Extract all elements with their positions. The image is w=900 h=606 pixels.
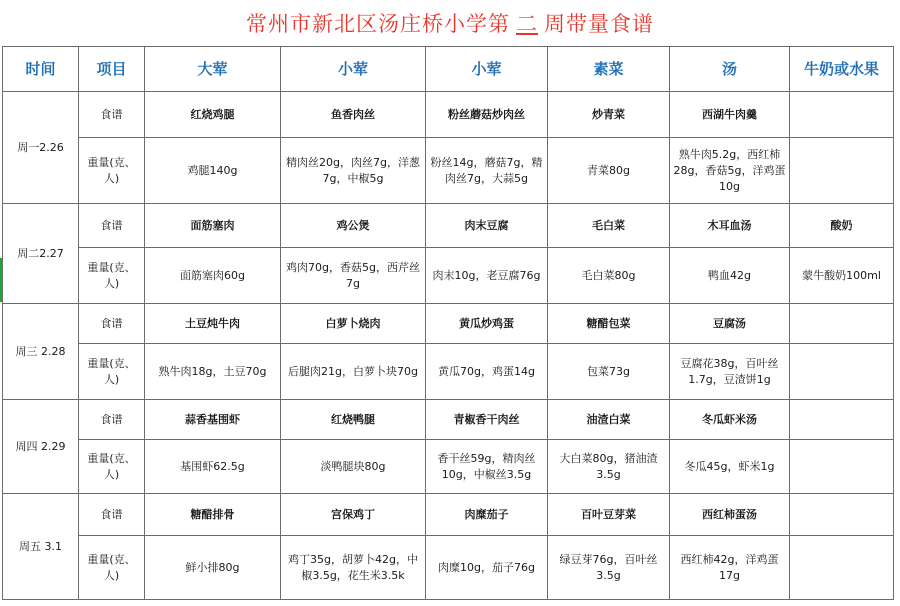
header-soup: 汤 [670,47,790,92]
dish-cell: 肉糜茄子 [426,494,548,536]
weight-cell: 毛白菜80g [548,248,670,304]
dish-cell: 冬瓜虾米汤 [670,400,790,440]
weight-label: 重量(克、人) [79,344,145,400]
weight-cell: 大白菜80g，猪油渣3.5g [548,440,670,494]
title-prefix: 常州市新北区汤庄桥小学第 [246,12,510,36]
header-side-meat-2: 小荤 [426,47,548,92]
weight-cell [790,138,894,204]
header-side-meat-1: 小荤 [281,47,426,92]
dish-cell: 豆腐汤 [670,304,790,344]
dish-cell: 西湖牛肉羹 [670,92,790,138]
menu-label: 食谱 [79,494,145,536]
weight-cell: 鸡腿140g [145,138,281,204]
table-row [3,400,894,440]
day-cell: 周四 2.29 [3,400,79,494]
weight-cell: 基围虾62.5g [145,440,281,494]
day-cell: 周一2.26 [3,92,79,204]
header-milk-fruit: 牛奶或水果 [790,47,894,92]
dish-cell: 土豆炖牛肉 [145,304,281,344]
dish-cell: 糖醋排骨 [145,494,281,536]
weight-cell: 面筋塞肉60g [145,248,281,304]
weight-cell: 包菜73g [548,344,670,400]
dish-cell: 青椒香干肉丝 [426,400,548,440]
dish-cell: 百叶豆芽菜 [548,494,670,536]
table-row [3,248,894,304]
header-row [3,47,894,92]
dish-cell: 西红柿蛋汤 [670,494,790,536]
dish-cell: 红烧鸭腿 [281,400,426,440]
table-row [3,204,894,248]
weight-cell: 肉末10g，老豆腐76g [426,248,548,304]
dish-cell [790,304,894,344]
menu-label: 食谱 [79,304,145,344]
table-row [3,304,894,344]
weight-cell: 鲜小排80g [145,536,281,600]
weight-cell: 蒙牛酸奶100ml [790,248,894,304]
weight-cell [790,536,894,600]
dish-cell: 木耳血汤 [670,204,790,248]
dish-cell: 蒜香基围虾 [145,400,281,440]
weight-cell: 淡鸭腿块80g [281,440,426,494]
day-cell: 周三 2.28 [3,304,79,400]
dish-cell: 油渣白菜 [548,400,670,440]
header-vegetable: 素菜 [548,47,670,92]
dish-cell [790,494,894,536]
dish-cell: 红烧鸡腿 [145,92,281,138]
weight-cell: 后腿肉21g，白萝卜块70g [281,344,426,400]
dish-cell: 白萝卜烧肉 [281,304,426,344]
weight-cell: 西红柿42g，洋鸡蛋17g [670,536,790,600]
menu-label: 食谱 [79,204,145,248]
table-row [3,440,894,494]
weight-label: 重量(克、人) [79,248,145,304]
weight-cell [790,344,894,400]
weight-cell: 鸭血42g [670,248,790,304]
weight-cell: 香干丝59g，精肉丝10g，中椒丝3.5g [426,440,548,494]
dish-cell: 炒青菜 [548,92,670,138]
weight-cell: 鸡肉70g，香菇5g，西芹丝7g [281,248,426,304]
weight-label: 重量(克、人) [79,138,145,204]
header-main-meat: 大荤 [145,47,281,92]
weight-cell: 肉糜10g，茄子76g [426,536,548,600]
weight-label: 重量(克、人) [79,440,145,494]
menu-label: 食谱 [79,92,145,138]
title-suffix: 周带量食谱 [544,12,654,36]
dish-cell: 肉末豆腐 [426,204,548,248]
dish-cell: 鱼香肉丝 [281,92,426,138]
weight-cell: 熟牛肉5.2g，西红柿28g，香菇5g，洋鸡蛋10g [670,138,790,204]
title-week-number: 二 [516,12,538,36]
weight-cell: 冬瓜45g，虾米1g [670,440,790,494]
dish-cell: 宫保鸡丁 [281,494,426,536]
weight-cell: 粉丝14g，蘑菇7g，精肉丝7g，大蒜5g [426,138,548,204]
table-row [3,138,894,204]
dish-cell: 粉丝蘑菇炒肉丝 [426,92,548,138]
dish-cell [790,92,894,138]
dish-cell: 糖醋包菜 [548,304,670,344]
weight-cell: 鸡丁35g，胡萝卜42g，中椒3.5g，花生米3.5k [281,536,426,600]
header-time: 时间 [3,47,79,92]
dish-cell [790,400,894,440]
menu-table [2,46,894,600]
weight-cell: 精肉丝20g，肉丝7g，洋葱7g，中椒5g [281,138,426,204]
dish-cell: 毛白菜 [548,204,670,248]
table-row [3,344,894,400]
weight-cell: 黄瓜70g，鸡蛋14g [426,344,548,400]
dish-cell: 黄瓜炒鸡蛋 [426,304,548,344]
header-item: 项目 [79,47,145,92]
weight-cell: 绿豆芽76g，百叶丝3.5g [548,536,670,600]
day-cell: 周二2.27 [3,204,79,304]
table-row [3,536,894,600]
table-row [3,92,894,138]
weight-cell [790,440,894,494]
dish-cell: 鸡公煲 [281,204,426,248]
weight-cell: 青菜80g [548,138,670,204]
dish-cell: 面筋塞肉 [145,204,281,248]
weight-label: 重量(克、人) [79,536,145,600]
day-cell: 周五 3.1 [3,494,79,600]
weight-cell: 豆腐花38g，百叶丝1.7g，豆渣饼1g [670,344,790,400]
menu-label: 食谱 [79,400,145,440]
dish-cell: 酸奶 [790,204,894,248]
table-row [3,494,894,536]
weight-cell: 熟牛肉18g，土豆70g [145,344,281,400]
page-title [0,0,900,46]
